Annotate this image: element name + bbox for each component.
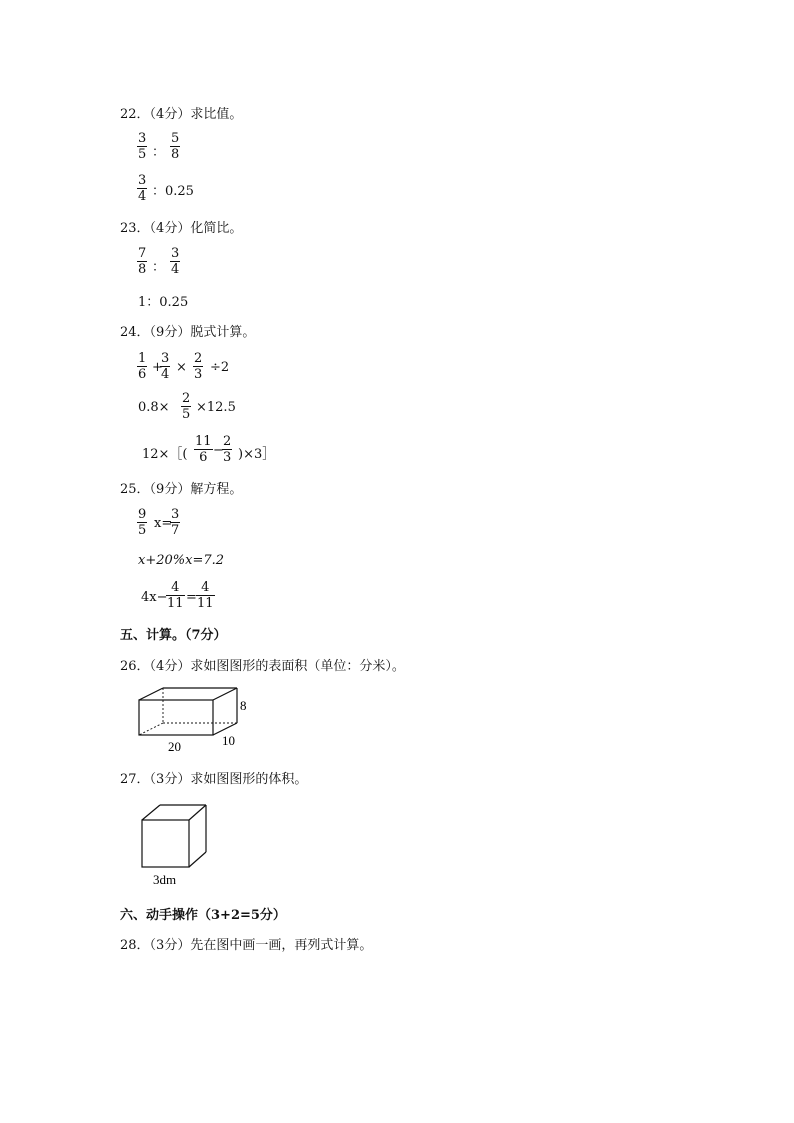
q24-e3-f1: $\frac{11}{6}$ xyxy=(195,434,212,465)
q27-title: 27．（3分）求如图图形的体积。 xyxy=(120,772,308,787)
q22-frac-b: $\frac{5}{8}$ xyxy=(171,131,180,162)
q24-e3-rest: )×3］ xyxy=(238,447,276,462)
cuboid-width-label: 10 xyxy=(222,733,235,748)
q24-e1-f3: $\frac{2}{3}$ xyxy=(194,351,203,382)
q24-e3-pre: 12×［( xyxy=(142,447,188,462)
q25-e2: x+20%x=7.2 xyxy=(138,553,225,568)
q23-frac-a: $\frac{7}{8}$ xyxy=(138,246,147,277)
q24-e1-f2: $\frac{3}{4}$ xyxy=(161,351,170,382)
q24-e3-op: − xyxy=(213,443,224,458)
q24-e1-rest: ÷2 xyxy=(210,360,230,375)
section-6-heading: 六、动手操作（3+2=5分） xyxy=(120,908,286,923)
q26-title: 26．（4分）求如图图形的表面积（单位：分米）。 xyxy=(120,659,405,674)
q24-e2-pre: 0.8× xyxy=(138,400,170,415)
q22-e2-rest: ：0.25 xyxy=(152,184,194,199)
q22-frac-a: $\frac{3}{5}$ xyxy=(138,131,147,162)
q24-e1-op2: × xyxy=(176,360,187,375)
q25-e1-fb: $\frac{3}{7}$ xyxy=(171,507,180,538)
q23-title: 23．（4分）化简比。 xyxy=(120,221,243,236)
q23-e2: 1：0.25 xyxy=(138,295,189,310)
q25-e3-fb: $\frac{4}{11}$ xyxy=(197,580,214,611)
q22-title: 22．（4分）求比值。 xyxy=(120,107,243,122)
q24-e2-frac: $\frac{2}{5}$ xyxy=(182,391,191,422)
q22-sep: ： xyxy=(152,145,166,160)
q24-e1-f1: $\frac{1}{6}$ xyxy=(138,351,147,382)
cuboid-length-label: 20 xyxy=(168,739,181,754)
q23-sep: ： xyxy=(152,260,166,275)
q25-e3-eq: = xyxy=(186,590,197,605)
cube-figure xyxy=(142,805,206,867)
cube-edge-label: 3dm xyxy=(153,872,177,887)
q28-title: 28．（3分）先在图中画一画，再列式计算。 xyxy=(120,938,373,953)
q25-title: 25．（9分）解方程。 xyxy=(120,482,243,497)
q24-title: 24．（9分）脱式计算。 xyxy=(120,325,256,340)
q24-e2-rest: ×12.5 xyxy=(196,400,236,415)
section-5-heading: 五、计算。（7分） xyxy=(120,628,227,643)
q22-frac-c: $\frac{3}{4}$ xyxy=(138,173,147,204)
q25-e3-pre: 4x− xyxy=(141,590,168,605)
cuboid-height-label: 8 xyxy=(240,698,247,713)
q25-e1-x: x= xyxy=(154,516,173,531)
q25-e3-fa: $\frac{4}{11}$ xyxy=(167,580,184,611)
q24-e3-f2: $\frac{2}{3}$ xyxy=(223,434,232,465)
q24-e1-op1: + xyxy=(152,360,163,375)
q25-e1-fa: $\frac{9}{5}$ xyxy=(138,507,147,538)
q23-frac-b: $\frac{3}{4}$ xyxy=(171,246,180,277)
